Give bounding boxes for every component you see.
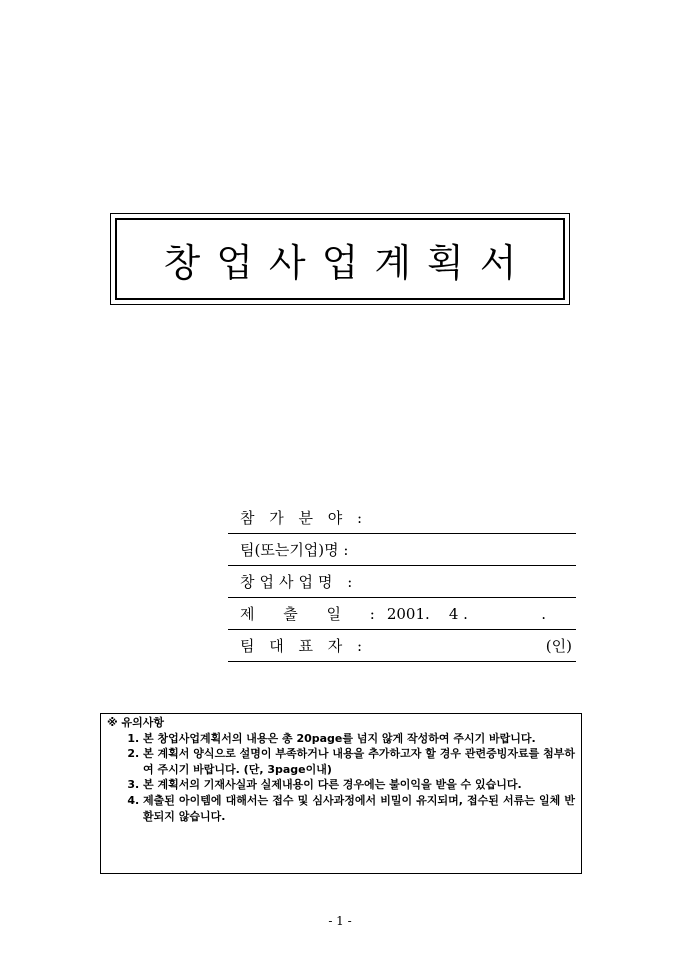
notice-item: 1. 본 창업사업계획서의 내용은 총 20page를 넘지 않게 작성하여 주시기 바랍니다.: [143, 731, 575, 747]
field-value-category: [387, 502, 519, 534]
field-row-team-name: [228, 534, 576, 566]
field-label-category: 참 가 분 야 :: [228, 502, 387, 534]
field-suffix-category: [519, 502, 576, 534]
field-suffix-team-name: [519, 534, 576, 566]
field-value-submit-date: 2001. 4 .: [387, 598, 519, 630]
notice-item: 3. 본 계획서의 기재사실과 실제내용이 다른 경우에는 불이익을 받을 수 있습니다.: [143, 777, 575, 793]
field-label-team-name: 팀(또는기업)명 :: [228, 534, 387, 566]
field-suffix-project-name: [519, 566, 576, 598]
notice-box: [100, 713, 582, 874]
notice-list: [107, 731, 575, 825]
field-value-team-name: [387, 534, 519, 566]
field-suffix-representative: (인): [519, 630, 576, 662]
field-row-category: [228, 502, 576, 534]
title-frame: [115, 218, 565, 300]
page-number: - 1 -: [328, 914, 352, 928]
document-title: 창업사업계획서: [163, 240, 533, 285]
applicant-info-table: [228, 502, 576, 662]
field-value-project-name: [387, 566, 519, 598]
field-value-representative: [387, 630, 519, 662]
field-label-representative: 팀 대 표 자 :: [228, 630, 387, 662]
title-box: [110, 213, 570, 305]
notice-item: 4. 제출된 아이템에 대해서는 접수 및 심사과정에서 비밀이 유지되며, 접수된 서류는 일체 반환되지 않습니다.: [143, 793, 575, 824]
field-row-representative: [228, 630, 576, 662]
field-row-project-name: [228, 566, 576, 598]
field-label-submit-date: 제 출 일 :: [228, 598, 387, 630]
notice-item: 2. 본 계획서 양식으로 설명이 부족하거나 내용을 추가하고자 할 경우 관련증빙자료를 첨부하여 주시기 바랍니다. (단, 3page이내): [143, 746, 575, 777]
field-row-submit-date: [228, 598, 576, 630]
field-label-project-name: 창업사업명 :: [228, 566, 387, 598]
field-suffix-submit-date: .: [519, 598, 576, 630]
notice-heading: ※ 유의사항: [107, 716, 165, 729]
